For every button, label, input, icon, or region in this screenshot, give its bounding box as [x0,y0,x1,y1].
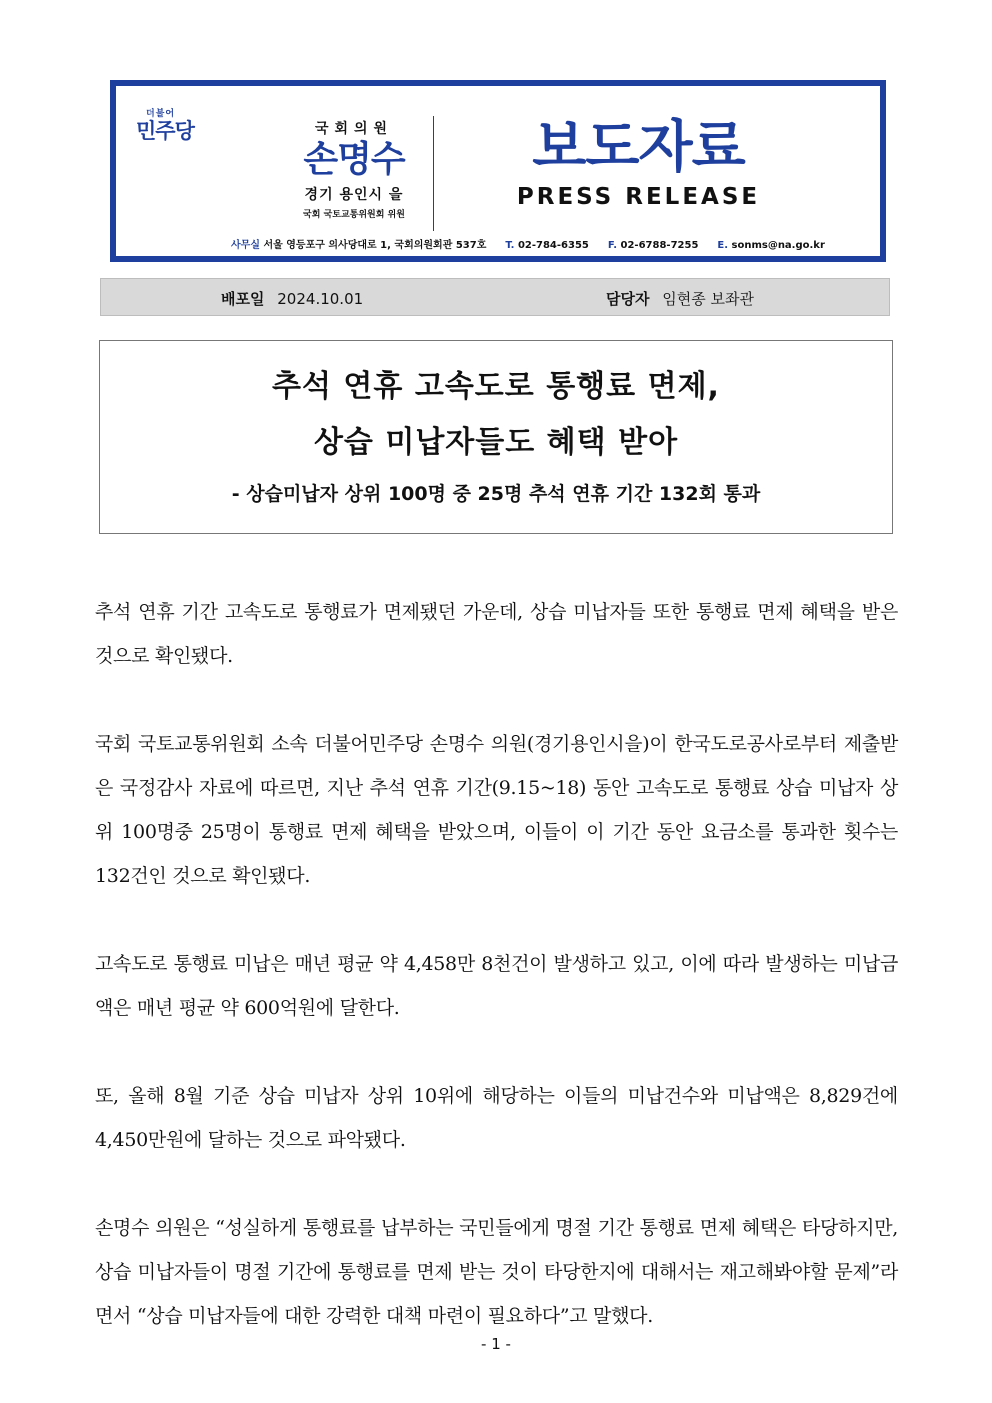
body-paragraph: 고속도로 통행료 미납은 매년 평균 약 4,458만 8천건이 발생하고 있고, 이에 따라 발생하는 미납금액은 매년 평균 약 600억원에 달한다. [95,953,898,1019]
article-body [95,590,898,1382]
body-paragraph: 국회 국토교통위원회 소속 더불어민주당 손명수 의원(경기용인시을)이 한국도로공사로부터 제출받은 국정감사 자료에 따르면, 지난 추석 연휴 기간(9.15~18) 동안 고속도로 통행료 상습 미납자 상위 100명중 25명이 통행료 면제 혜택을 받았으며, 이들이 이 기간 동안 요금소를 통과한 횟수는 132건인 것으로 확인됐다. [95,733,898,887]
body-paragraph: 또, 올해 8월 기준 상습 미납자 상위 10위에 해당하는 이들의 미납건수와 미납액은 8,829건에 4,450만원에 달하는 것으로 파악됐다. [95,1085,898,1151]
office-contact-line [231,236,825,251]
fax-number: 02-6788-7255 [620,240,699,251]
member-committee: 국회 국토교통위원회 위원 [303,210,405,220]
member-district: 경기 용인시 을 [304,187,404,203]
party-logo [136,106,202,146]
party-logo-small-text: 더불어 [146,109,176,119]
press-release-banner [110,80,886,262]
headline-line-2: 상습 미납자들도 혜택 받아 [313,425,679,460]
contact-person-value: 임현종 보좌관 [662,290,754,308]
body-paragraph: 손명수 의원은 “성실하게 통행료를 납부하는 국민들에게 명절 기간 통행료 면제 혜택은 타당하지만, 상습 미납자들이 명절 기간에 통행료를 면제 받는 것이 타당한지에 대해서는 재고해봐야할 문제”라면서 “상습 미납자들에 대한 강력한 대책 마련이 필요하다”고 말했다. [95,1217,898,1327]
email-address[interactable]: sonms@na.go.kr [731,240,825,251]
headline-line-1: 추석 연휴 고속도로 통행료 면제, [272,369,720,404]
contact-person [606,288,754,309]
headline-subtitle: - 상습미납자 상위 100명 중 25명 추석 연휴 기간 132회 통과 [231,483,761,505]
headline-box [99,340,893,534]
release-date-label: 배포일 [221,290,265,308]
release-date [221,288,363,309]
member-role: 국회의원 [314,121,394,137]
press-release-korean: 보도자료 [532,115,745,180]
tel-number: 02-784-6355 [517,240,589,251]
body-paragraph: 추석 연휴 기간 고속도로 통행료가 면제됐던 가운데, 상습 미납자들 또한 통행료 면제 혜택을 받은 것으로 확인됐다. [95,601,898,667]
office-address: 서울 영등포구 의사당대로 1, 국회의원회관 537호 [263,240,487,251]
page-number: - 1 - [481,1335,511,1353]
office-label: 사무실 [231,240,260,251]
contact-person-label: 담당자 [606,290,650,308]
party-logo-name: 민주당 [136,119,194,143]
fax-label: F. [607,240,618,251]
press-release-title [516,116,761,210]
header-divider [433,116,434,231]
email-label: E. [717,240,729,251]
member-name: 손명수 [303,139,405,180]
press-release-english: PRESS RELEASE [516,184,761,210]
release-info-bar [100,278,890,316]
release-date-value: 2024.10.01 [277,290,364,308]
member-info [284,118,424,220]
tel-label: T. [505,240,515,251]
